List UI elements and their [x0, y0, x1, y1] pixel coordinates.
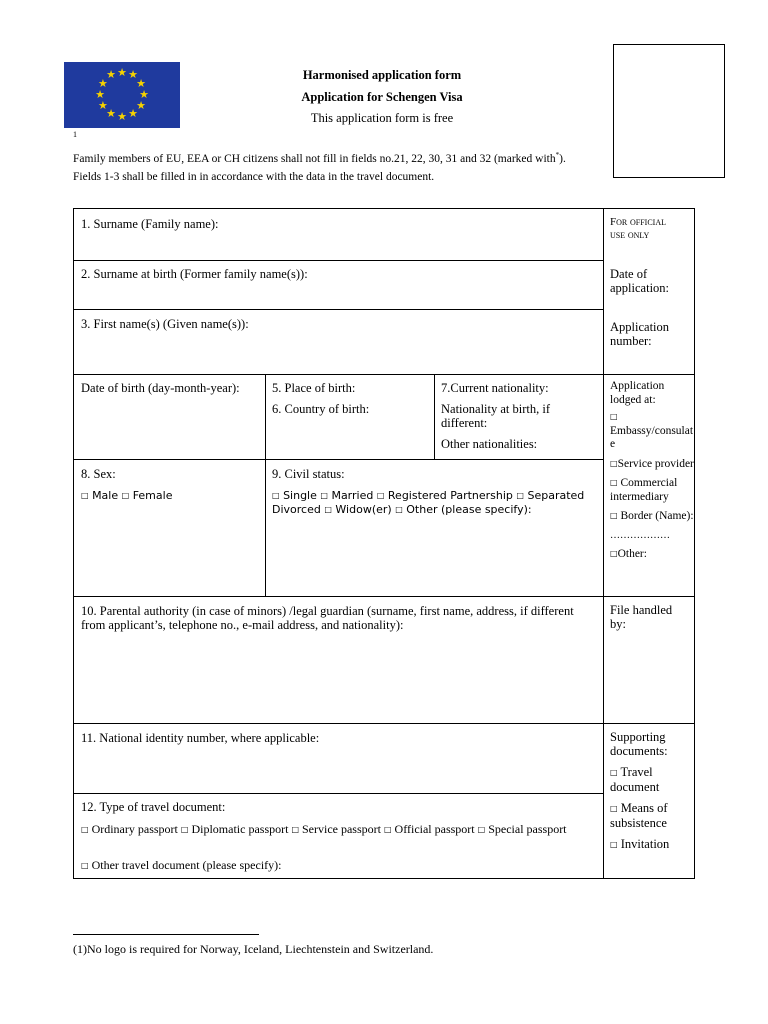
- star-icon: ★: [139, 88, 149, 101]
- checkbox-icon[interactable]: □: [320, 491, 328, 500]
- instruction-sup: *: [555, 151, 560, 159]
- checkbox-icon[interactable]: □: [180, 825, 189, 834]
- civil-separated-label[interactable]: Separated: [527, 489, 585, 502]
- service-provider-label[interactable]: Service provider: [617, 457, 694, 470]
- star-icon: ★: [106, 69, 116, 82]
- row-divider: [74, 309, 603, 310]
- civil-other-label[interactable]: Other (please specify):: [406, 503, 532, 516]
- field-6-country-of-birth[interactable]: 6. Country of birth:: [272, 402, 370, 416]
- invitation-label[interactable]: Invitation: [620, 837, 670, 851]
- official-title-line-2: use only: [610, 229, 650, 241]
- checkbox-icon[interactable]: □: [272, 491, 280, 500]
- official-use-title: [610, 216, 666, 242]
- border-dots: ………………: [610, 529, 670, 541]
- doc-diplomatic-label[interactable]: Diplomatic passport: [191, 822, 289, 836]
- field-5-place-of-birth[interactable]: 5. Place of birth:: [272, 381, 356, 395]
- border-label[interactable]: Border (Name):: [620, 510, 694, 522]
- checkbox-icon[interactable]: □: [610, 458, 618, 468]
- checkbox-icon[interactable]: □: [610, 549, 618, 558]
- supporting-invitation: [610, 837, 694, 852]
- form-free-note: This application form is free: [310, 111, 454, 125]
- civil-married-label[interactable]: Married: [331, 489, 374, 502]
- official-title-line-1: For official: [610, 216, 666, 228]
- official-application-number: Application number:: [610, 320, 670, 348]
- photo-box: [613, 44, 725, 178]
- field-3-first-names[interactable]: 3. First name(s) (Given name(s)):: [81, 317, 249, 331]
- star-icon: ★: [136, 99, 146, 112]
- checkbox-icon[interactable]: □: [81, 491, 89, 500]
- embassy-label[interactable]: Embassy/consulate: [610, 424, 694, 450]
- sex-male-label[interactable]: Male: [92, 489, 119, 502]
- checkbox-icon[interactable]: □: [610, 768, 618, 777]
- footnote-mark: 1: [73, 130, 77, 139]
- instruction-line-1: [73, 151, 566, 165]
- field-7-nationality-at-birth[interactable]: Nationality at birth, if different:: [441, 402, 551, 430]
- doc-service-label[interactable]: Service passport: [302, 822, 381, 836]
- official-date-of-application: Date of application:: [610, 267, 670, 295]
- star-icon: ★: [98, 99, 108, 112]
- official-supporting-documents: [610, 730, 694, 852]
- star-icon: ★: [117, 110, 127, 123]
- field-12-other: [81, 858, 281, 873]
- checkbox-icon[interactable]: □: [291, 825, 299, 834]
- doc-other-label[interactable]: Other travel document (please specify):: [91, 858, 282, 872]
- lodged-at-label: Application lodged at:: [610, 380, 665, 406]
- field-11-national-id[interactable]: 11. National identity number, where applicable:: [81, 731, 320, 745]
- star-icon: ★: [128, 69, 138, 82]
- civil-widow-label[interactable]: Widow(er): [335, 503, 392, 516]
- field-8-sex-options: [81, 489, 172, 503]
- star-icon: ★: [106, 107, 116, 120]
- checkbox-icon[interactable]: □: [610, 511, 618, 520]
- checkbox-icon[interactable]: □: [376, 491, 385, 500]
- checkbox-icon[interactable]: □: [516, 491, 524, 500]
- lodged-border: [610, 509, 694, 524]
- official-lodged-at: [610, 380, 694, 562]
- other-label[interactable]: Other:: [617, 548, 647, 560]
- field-7-current-nationality[interactable]: 7.Current nationality:: [441, 381, 549, 395]
- field-2-surname-at-birth[interactable]: 2. Surname at birth (Former family name(s)):: [81, 267, 308, 281]
- row-divider: [74, 596, 695, 597]
- commercial-label[interactable]: Commercial intermediary: [610, 477, 678, 503]
- lodged-other: [610, 547, 694, 562]
- application-form-table: [73, 208, 695, 879]
- star-icon: ★: [128, 107, 138, 120]
- star-icon: ★: [95, 88, 105, 101]
- field-12-options: [81, 822, 599, 837]
- checkbox-icon[interactable]: □: [610, 478, 618, 487]
- instruction-text: Family members of EU, EEA or CH citizens shall not fill in fields no.21, 22, 30, 31 and 32 (marked with: [73, 152, 556, 165]
- lodged-service-provider: [610, 457, 694, 472]
- supporting-travel-doc: [610, 765, 694, 794]
- checkbox-icon[interactable]: □: [610, 412, 618, 421]
- row-divider: [74, 459, 603, 460]
- instruction-line-2: Fields 1-3 shall be filled in in accordance with the data in the travel document.: [73, 171, 435, 183]
- checkbox-icon[interactable]: □: [81, 825, 89, 834]
- checkbox-icon[interactable]: □: [477, 825, 486, 834]
- civil-single-label[interactable]: Single: [283, 489, 317, 502]
- row-divider: [74, 793, 603, 794]
- field-4-date-of-birth[interactable]: Date of birth (day-month-year):: [81, 381, 240, 395]
- field-7-other-nationalities[interactable]: Other nationalities:: [441, 437, 538, 451]
- field-9-civil-status: 9. Civil status:: [272, 467, 345, 481]
- instruction-end: ).: [559, 152, 566, 165]
- doc-ordinary-label[interactable]: Ordinary passport: [91, 822, 178, 836]
- field-8-sex: 8. Sex:: [81, 467, 116, 481]
- col-divider: [434, 374, 435, 459]
- civil-divorced-label[interactable]: Divorced: [272, 503, 321, 516]
- supporting-means: [610, 801, 694, 830]
- star-icon: ★: [136, 77, 146, 90]
- field-1-surname[interactable]: 1. Surname (Family name):: [81, 217, 219, 231]
- star-icon: ★: [117, 66, 127, 79]
- checkbox-icon[interactable]: □: [610, 840, 618, 849]
- field-9-civil-status-options: [272, 489, 598, 517]
- checkbox-icon[interactable]: □: [81, 861, 89, 870]
- lodged-embassy: [610, 410, 694, 452]
- sex-female-label[interactable]: Female: [132, 489, 173, 502]
- footnote-text: (1)No logo is required for Norway, Iceland, Liechtenstein and Switzerland.: [73, 942, 434, 956]
- civil-registered-label[interactable]: Registered Partnership: [387, 489, 513, 502]
- travel-document-label[interactable]: Travel document: [610, 765, 660, 794]
- row-divider: [74, 260, 603, 261]
- lodged-commercial: [610, 476, 694, 504]
- field-12-travel-document: 12. Type of travel document:: [81, 800, 226, 814]
- star-icon: ★: [98, 77, 108, 90]
- col-divider: [265, 374, 266, 596]
- checkbox-icon[interactable]: □: [324, 505, 332, 514]
- checkbox-icon[interactable]: □: [121, 491, 130, 500]
- doc-official-label[interactable]: Official passport: [394, 822, 475, 836]
- checkbox-icon[interactable]: □: [395, 505, 403, 514]
- row-divider: [74, 374, 695, 375]
- field-10-parental-authority[interactable]: 10. Parental authority (in case of minors) /legal guardian (surname, first name, address, if different from applicant’s, telephone no., e-mail address, and nationality):: [81, 604, 574, 632]
- checkbox-icon[interactable]: □: [610, 804, 618, 813]
- footnote-rule: [73, 934, 259, 935]
- row-divider: [74, 723, 695, 724]
- means-label[interactable]: Means of subsistence: [610, 801, 668, 830]
- checkbox-icon[interactable]: □: [383, 825, 392, 834]
- form-title: Harmonised application form: [302, 68, 462, 82]
- official-file-handled: File handled by:: [610, 603, 673, 631]
- official-column-divider: [603, 209, 604, 878]
- supporting-label: Supporting documents:: [610, 730, 668, 758]
- eu-flag-icon: [64, 62, 180, 128]
- form-subtitle: Application for Schengen Visa: [301, 90, 463, 104]
- doc-special-label[interactable]: Special passport: [488, 822, 567, 836]
